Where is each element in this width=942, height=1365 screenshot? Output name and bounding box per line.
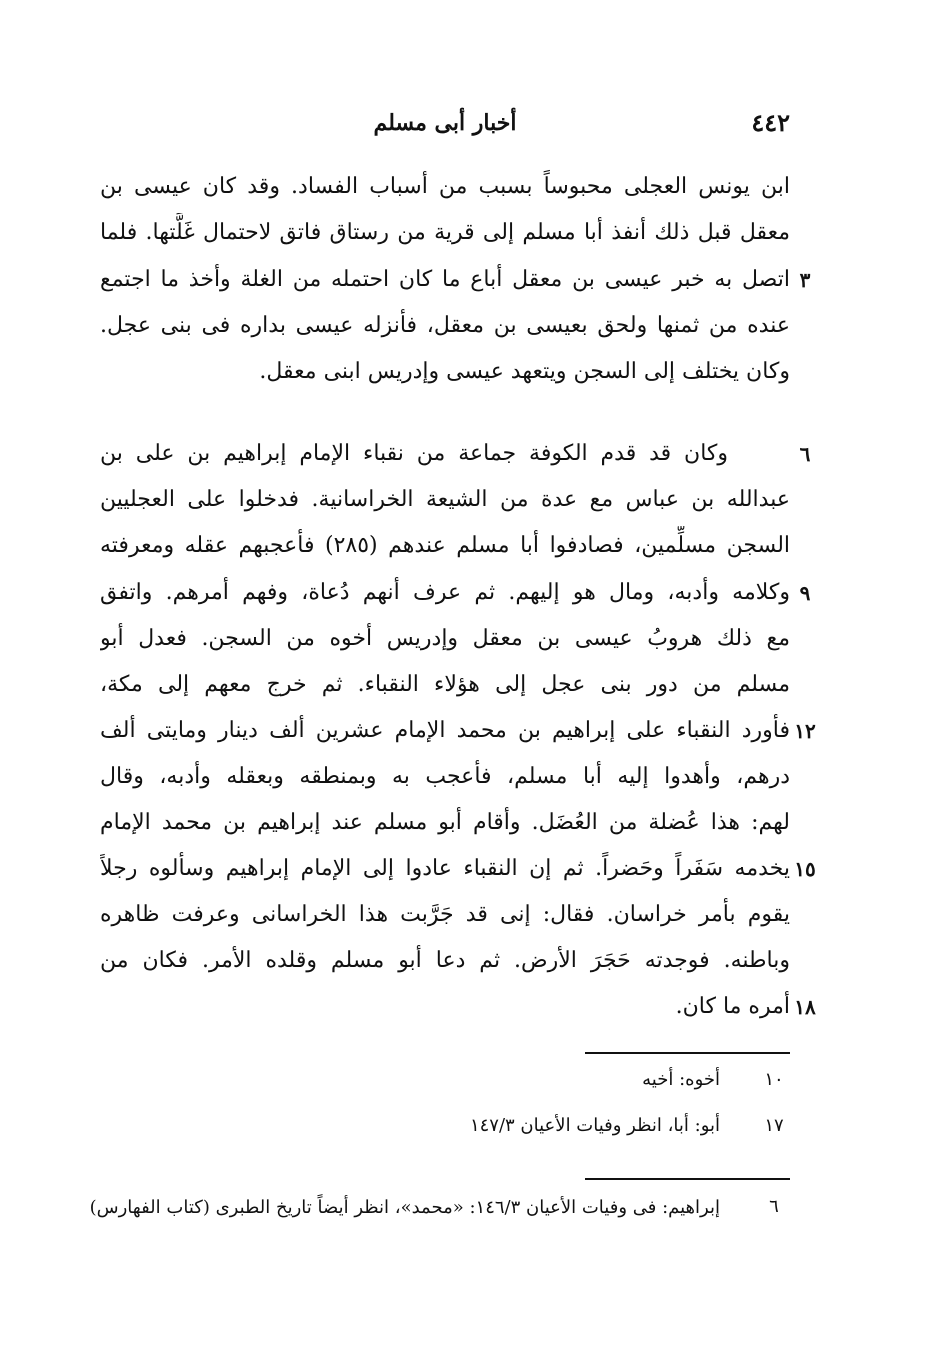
text-line: السجن مسلِّمين، فصادفوا أبا مسلم عندهم (٢٨٥) فأعجبهم عقله ومعرفته xyxy=(100,533,790,558)
commentary-note xyxy=(0,1192,942,1262)
line-number: ١٢ xyxy=(794,719,816,743)
text-line: معقل قبل ذلك أنفذ أبا مسلم إلى قرية من رستاق فاتق لاحتمال غَلَّتها. فلما xyxy=(100,220,790,245)
text-line: وباطنه. فوجدته حَجَرَ الأرض. ثم دعا أبو مسلم وقلده الأمر. فكان من xyxy=(100,948,790,973)
commentary-divider xyxy=(585,1178,790,1180)
apparatus-text: أبو: أبا، انظر وفيات الأعيان ١٤٧/٣ xyxy=(469,1115,720,1136)
text-line: اتصل به خبر عيسى بن معقل أباع ما كان احتمله من الغلة وأخذ ما اجتمع xyxy=(100,267,790,292)
text-line: ابن يونس العجلى محبوساً بسبب من أسباب الفساد. وقد كان عيسى بن xyxy=(100,174,790,199)
text-line: عبدالله بن عباس مع عدة من الشيعة الخراسانية. فدخلوا على العجليين xyxy=(100,487,790,512)
text-line: يخدمه سَفَراً وحَضراً. ثم إن النقباء عادوا إلى الإمام إبراهيم وسألوه رجلاً xyxy=(100,856,790,881)
apparatus-text: أخوه: أخيه xyxy=(642,1069,720,1090)
text-line: وكان قد قدم الكوفة جماعة من نقباء الإمام إبراهيم بن على بن xyxy=(100,441,728,466)
apparatus-divider xyxy=(585,1052,790,1054)
commentary-line-number: ٦ xyxy=(769,1196,779,1217)
line-number: ٣ xyxy=(799,268,811,292)
text-line: مع ذلك هروبُ عيسى بن معقل وإدريس أخوه من السجن. فعدل أبو xyxy=(100,626,790,651)
text-line: لهم: هذا عُضلة من العُضَل. وأقام أبو مسلم عند إبراهيم بن محمد الإمام xyxy=(100,810,790,835)
line-number: ٩ xyxy=(799,581,811,605)
text-line: مسلم من دور بنى عجل إلى هؤلاء النقباء. ثم خرج معهم إلى مكة، xyxy=(100,672,790,697)
line-number: ١٥ xyxy=(794,857,816,881)
apparatus-line-number: ١٠ xyxy=(764,1069,784,1090)
page-number: ٤٤٢ xyxy=(751,108,790,137)
text-line: فأورد النقباء على إبراهيم بن محمد الإمام عشرين ألف دينار ومايتى ألف xyxy=(100,718,790,743)
text-line: عنده من ثمنها ولحق بعيسى بن معقل، فأنزله عيسى بداره فى بنى عجل. xyxy=(100,313,790,338)
apparatus-note xyxy=(0,1111,942,1141)
text-line: درهم، وأهدوا إليه أبا مسلم، فأعجب به وبمنطقه وبعقله وأدبه، وقال xyxy=(100,764,790,789)
line-number: ١٨ xyxy=(794,995,816,1019)
text-line: وكلامه وأدبه، ومال هو إليهم. ثم عرف أنهم دُعاة، وفهم أمرهم. واتفق xyxy=(100,580,790,605)
text-line: وكان يختلف إلى السجن ويتعهد عيسى وإدريس ابنى معقل. xyxy=(259,359,790,384)
text-line: أمره ما كان. xyxy=(675,994,790,1019)
apparatus-note xyxy=(0,1065,942,1095)
commentary-text: إبراهيم: فى وفيات الأعيان ١٤٦/٣: «محمد»، انظر أيضاً تاريخ الطبرى (كتاب الفهارس) xyxy=(89,1197,720,1218)
running-title: أخبار أبى مسلم xyxy=(373,110,517,136)
line-number: ٦ xyxy=(799,442,811,466)
page-header xyxy=(100,108,790,148)
text-line: يقوم بأمر خراسان. فقال: إنى قد جَرَّبت هذا الخراسانى وعرفت ظاهره xyxy=(100,902,790,927)
apparatus-line-number: ١٧ xyxy=(764,1115,784,1136)
